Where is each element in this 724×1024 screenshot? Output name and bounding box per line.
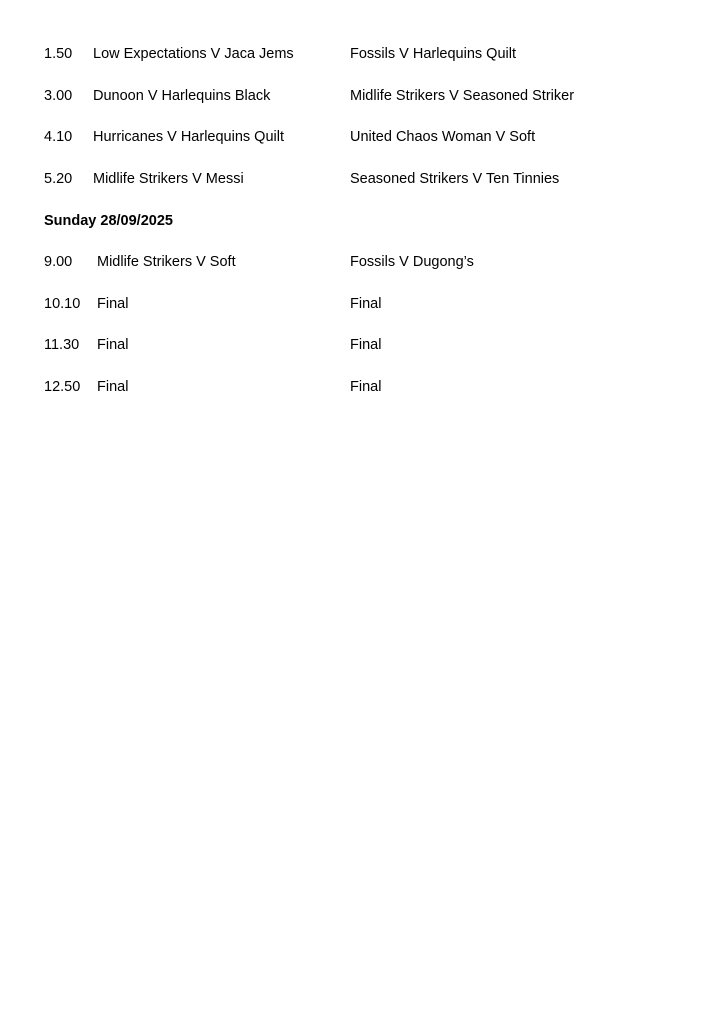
fixture-time: 4.10 — [44, 129, 73, 145]
fixture-pitch-b: Seasoned Strikers V Ten Tinnies — [350, 171, 560, 187]
fixture-row — [0, 293, 724, 315]
fixture-row — [0, 43, 724, 65]
fixture-time: 11.30 — [44, 337, 80, 353]
fixture-pitch-b: Midlife Strikers V Seasoned Striker — [350, 88, 575, 104]
fixture-row — [0, 376, 724, 398]
fixture-pitch-b: Final — [350, 337, 382, 353]
fixture-time: 10.10 — [44, 296, 81, 312]
fixture-pitch-a: Low Expectations V Jaca Jems — [93, 46, 294, 62]
fixture-row — [0, 334, 724, 356]
fixture-pitch-b: Fossils V Harlequins Quilt — [350, 46, 516, 62]
fixture-row — [0, 251, 724, 273]
fixture-pitch-b: Final — [350, 296, 382, 312]
fixture-pitch-a: Dunoon V Harlequins Black — [93, 88, 271, 104]
fixture-pitch-b: United Chaos Woman V Soft — [350, 129, 536, 145]
fixture-time: 3.00 — [44, 88, 73, 104]
fixture-pitch-a: Hurricanes V Harlequins Quilt — [93, 129, 284, 145]
day-heading: Sunday 28/09/2025 — [44, 213, 173, 229]
fixture-row — [0, 85, 724, 107]
fixture-row — [0, 126, 724, 148]
fixture-pitch-b: Final — [350, 379, 382, 395]
fixture-time: 1.50 — [44, 46, 73, 62]
fixture-pitch-a: Final — [97, 337, 129, 353]
fixture-time: 5.20 — [44, 171, 73, 187]
fixture-pitch-a: Midlife Strikers V Soft — [97, 254, 236, 270]
fixture-time: 12.50 — [44, 379, 81, 395]
fixture-time: 9.00 — [44, 254, 73, 270]
fixture-pitch-b: Fossils V Dugong’s — [350, 254, 474, 270]
fixture-pitch-a: Midlife Strikers V Messi — [93, 171, 244, 187]
fixture-pitch-a: Final — [97, 379, 129, 395]
fixture-row — [0, 168, 724, 190]
fixture-pitch-a: Final — [97, 296, 129, 312]
